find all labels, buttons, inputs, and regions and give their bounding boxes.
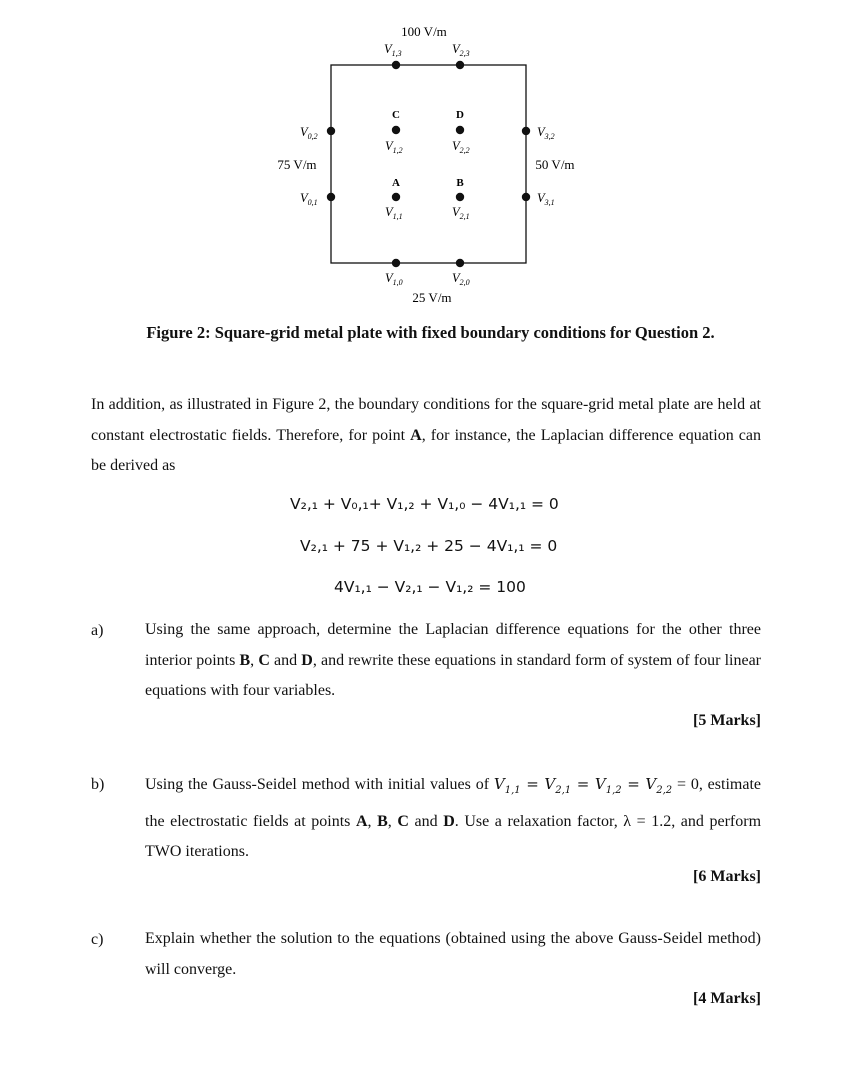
label-v10: $V_{1,0}$ [385,271,403,287]
intro-text-1: In addition, as illustrated in Figure 2, the boundary conditions for the square-grid metal plate are held at constant electrostatic fields. Therefore, for point [91,396,761,444]
qa-text-2: , [250,651,259,669]
question-a-label: a) [91,622,104,639]
qa-text-3: and [269,651,302,669]
intro-paragraph [91,390,761,482]
right-field-label: 50 V/m [535,157,575,172]
label-v22: $V_{2,2}$ [452,139,470,155]
label-v23: $V_{2,3}$ [452,42,470,58]
qb-point-c: C [397,812,409,830]
label-v02: $V_{0,2}$ [300,125,318,141]
node-v21 [456,193,464,201]
top-field-label: 100 V/m [401,24,447,39]
point-c-label: C [392,109,400,121]
bottom-field-label: 25 V/m [412,290,452,305]
question-b-text [145,769,761,868]
point-a-label: A [392,177,400,189]
qb-point-a: A [355,812,368,830]
question-b-marks: [6 Marks] [693,868,761,885]
label-v11: $V_{1,1}$ [385,205,403,221]
label-v31: $V_{3,1}$ [537,191,555,207]
node-v22 [456,126,464,134]
node-v02 [327,127,335,135]
qb-text-4: and [408,812,444,830]
point-d-label: D [456,109,464,121]
question-b-label: b) [91,776,105,793]
equation-2: V₂,₁ + 75 + V₁,₂ + 25 − 4V₁,₁ = 0 [300,537,558,555]
node-v11 [392,193,400,201]
question-c-label: c) [91,931,104,948]
qa-text-1: Using the same approach, determine the Laplacian difference equations for the other three interior points [145,621,761,669]
qb-point-d: D [443,812,455,830]
intro-point-a: A [410,426,422,444]
intro-text-2: , for instance, the Laplacian difference equation can be derived as [91,426,761,474]
qb-text-1: Using the Gauss-Seidel method with initial values of [145,776,494,793]
label-v20: $V_{2,0}$ [452,271,470,287]
qa-point-c: C [258,651,270,669]
label-v12: $V_{1,2}$ [385,139,403,155]
question-c-marks: [4 Marks] [693,990,761,1007]
node-v01 [327,193,335,201]
equation-3: 4V₁,₁ − V₂,₁ − V₁,₂ = 100 [334,578,526,596]
question-a-marks: [5 Marks] [693,712,761,729]
qa-point-b: B [239,651,251,669]
left-field-label: 75 V/m [277,157,317,172]
label-v13: $V_{1,3}$ [384,42,402,58]
node-v31 [522,193,530,201]
node-v32 [522,127,530,135]
qb-initial-values: $V_{1,1} = V_{2,1} = V_{1,2} = V_{2,2}$ [493,775,673,796]
qb-text-3: , [387,812,398,830]
qb-text-5: . Use a relaxation factor, λ = 1.2, and perform TWO iterations. [145,812,762,860]
node-v23 [456,61,464,69]
qb-text-1b: = 0, estimate the electrostatic fields at points [145,776,761,830]
figure-caption: Figure 2: Square-grid metal plate with fixed boundary conditions for Question 2. [146,323,715,342]
equation-1: V₂,₁ + V₀,₁+ V₁,₂ + V₁,₀ − 4V₁,₁ = 0 [290,495,559,513]
qa-point-d: D [301,651,313,669]
plate-boundary [331,65,526,263]
label-v32: $V_{3,2}$ [537,125,555,141]
label-v01: $V_{0,1}$ [300,191,318,207]
qa-text-4: , and rewrite these equations in standard form of system of four linear equations with four variables. [145,651,762,699]
point-b-label: B [456,177,464,189]
node-v13 [392,61,400,69]
label-v21: $V_{2,1}$ [452,205,470,221]
qb-point-b: B [377,812,388,830]
qb-text-2: , [367,812,378,830]
question-a-text [145,615,761,707]
node-v12 [392,126,400,134]
node-v10 [392,259,400,267]
node-v20 [456,259,464,267]
square-grid-figure [0,0,861,310]
question-c-text: Explain whether the solution to the equations (obtained using the above Gauss-Seidel method) will converge. [145,930,761,978]
